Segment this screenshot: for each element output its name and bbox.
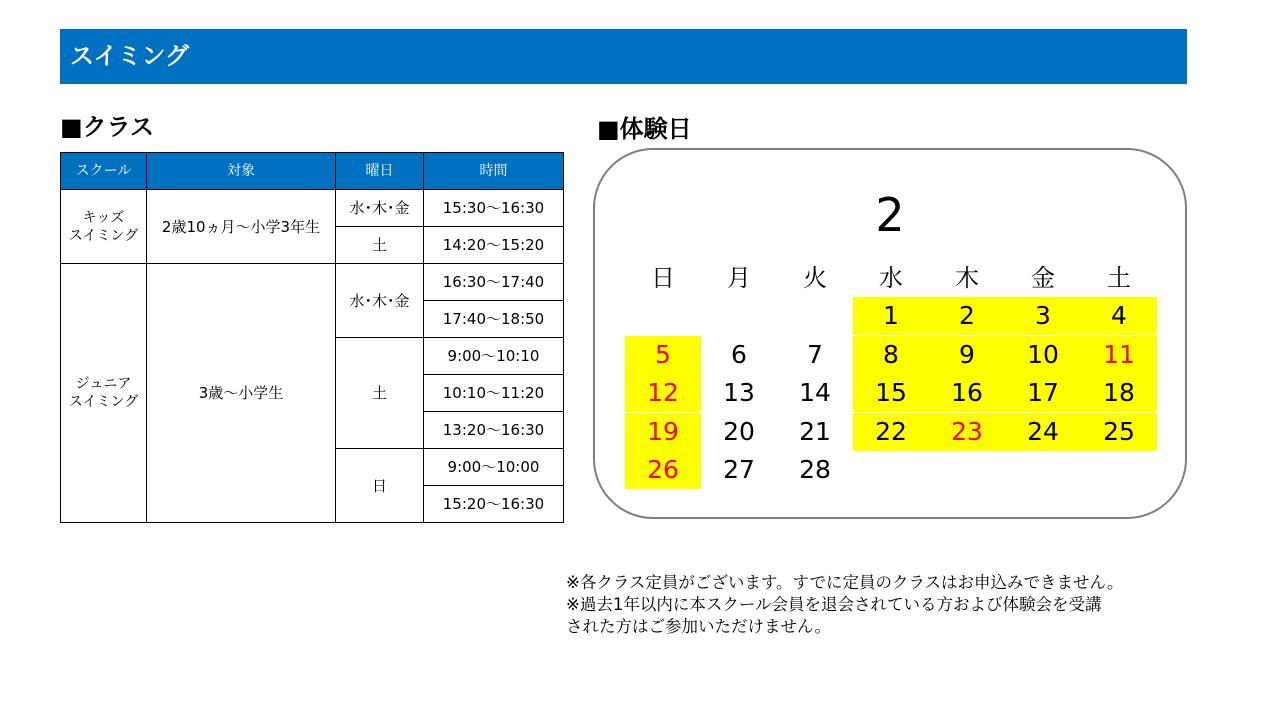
calendar-day: 3: [1005, 297, 1081, 335]
calendar-day: 4: [1081, 297, 1157, 335]
calendar-day: 6: [731, 339, 747, 369]
calendar-day: 17: [1005, 374, 1081, 412]
calendar-day: 7: [807, 339, 823, 369]
calendar-day: 16: [929, 374, 1005, 412]
calendar-day: 23: [929, 413, 1005, 451]
table-row: [61, 190, 564, 227]
time-cell: 10:10～11:20: [424, 375, 564, 412]
column-header-target: 対象: [147, 153, 336, 190]
weekday-header: 金: [1031, 264, 1055, 292]
days-cell: 水･木･金: [336, 190, 424, 227]
time-cell: 15:20～16:30: [424, 486, 564, 523]
calendar-day: 24: [1005, 413, 1081, 451]
calendar-day: 20: [723, 416, 755, 446]
calendar-day: 10: [1005, 336, 1081, 374]
calendar-day: 9: [929, 336, 1005, 374]
time-cell: 14:20～15:20: [424, 227, 564, 264]
calendar-day: 5: [625, 336, 701, 374]
calendar-day: 27: [723, 455, 755, 484]
days-cell: 土: [336, 338, 424, 449]
column-header-time: 時間: [424, 153, 564, 190]
calendar-day: 1: [853, 297, 929, 335]
time-cell: 13:20～16:30: [424, 412, 564, 449]
calendar-day: 12: [625, 374, 701, 412]
class-section-title: ■クラス: [60, 113, 154, 141]
target-kids: 2歳10ヵ月～小学3年生: [147, 190, 336, 264]
calendar-day: 21: [799, 416, 831, 446]
time-cell: 16:30～17:40: [424, 264, 564, 301]
note-line: された方はご参加いただけません。: [566, 617, 831, 636]
calendar-day: 14: [799, 378, 831, 407]
trial-section-title: ■体験日: [597, 115, 692, 143]
weekday-header: 月: [727, 264, 751, 292]
column-header-days: 曜日: [336, 153, 424, 190]
notes: [566, 572, 1186, 638]
calendar-day: 2: [929, 297, 1005, 335]
page-banner: スイミング: [60, 29, 1187, 84]
note-line: ※過去1年以内に本スクール会員を退会されている方および体験会を受講: [566, 595, 1102, 614]
calendar-day: 11: [1081, 336, 1157, 374]
table-row: [61, 264, 564, 301]
calendar-day: 22: [853, 413, 929, 451]
time-cell: 9:00～10:00: [424, 449, 564, 486]
weekday-header: 日: [651, 264, 675, 292]
column-header-school: スクール: [61, 153, 147, 190]
calendar-day: 26: [625, 451, 701, 489]
time-cell: 17:40～18:50: [424, 301, 564, 338]
time-cell: 9:00～10:10: [424, 338, 564, 375]
calendar-day: 19: [625, 413, 701, 451]
school-junior: ジュニア スイミング: [61, 264, 147, 523]
days-cell: 日: [336, 449, 424, 523]
calendar-day: 15: [853, 374, 929, 412]
time-cell: 15:30～16:30: [424, 190, 564, 227]
calendar-day: 18: [1081, 374, 1157, 412]
days-cell: 土: [336, 227, 424, 264]
weekday-header: 土: [1107, 264, 1131, 292]
weekday-header: 木: [955, 264, 979, 292]
days-cell: 水･木･金: [336, 264, 424, 338]
calendar-month: 2: [875, 188, 905, 242]
class-table: [60, 152, 564, 523]
calendar-day: 25: [1081, 413, 1157, 451]
target-junior: 3歳～小学生: [147, 264, 336, 523]
school-kids: キッズ スイミング: [61, 190, 147, 264]
weekday-header: 水: [879, 264, 903, 292]
note-line: ※各クラス定員がございます。すでに定員のクラスはお申込みできません。: [566, 573, 1124, 592]
trial-calendar: [593, 148, 1187, 519]
calendar-day: 13: [723, 378, 755, 407]
table-header-row: [61, 153, 564, 190]
calendar-day: 28: [799, 455, 831, 484]
calendar-day: 8: [853, 336, 929, 374]
weekday-header: 火: [803, 264, 827, 292]
